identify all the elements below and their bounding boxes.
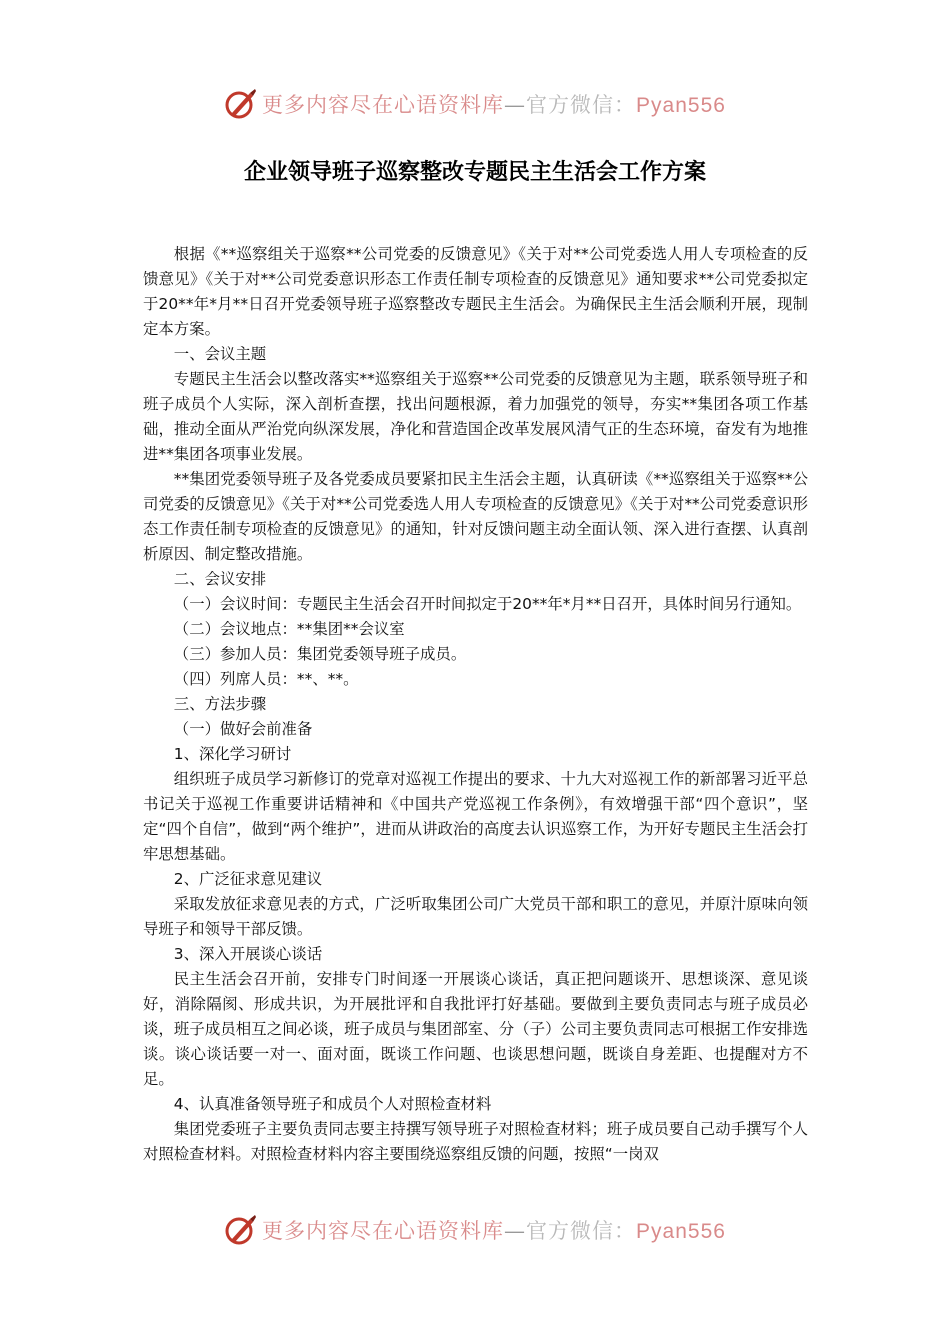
item-heading: 3、深入开展谈心谈话 <box>173 945 323 963</box>
paragraph: 民主生活会召开前，安排专门时间逐一开展谈心谈话，真正把问题谈开、思想谈深、意见谈好，消除隔阂、形成共识，为开展批评和自我批评打好基础。要做到主要负责同志与班子成员必谈，班子成员相互之间必谈，班子成员与集团部室、分（子）公司主要负责同志可根据工作安排选谈。谈心谈话要一对一、面对面，既谈工作问题、也谈思想问题，既谈自身差距、也提醒对方不足。 <box>143 970 808 1088</box>
pen-logo-icon <box>224 1213 258 1247</box>
header-banner-dash: — <box>504 93 527 117</box>
header-banner-wechat: Pyan556 <box>636 94 726 117</box>
document-body <box>143 242 808 1167</box>
paragraph: （三）参加人员：集团党委领导班子成员。 <box>173 645 467 663</box>
header-banner-middle: 官方微信： <box>526 93 637 117</box>
footer-banner-prefix: 更多内容尽在心语资料库 <box>262 1219 505 1243</box>
paragraph: （二）会议地点：**集团**会议室 <box>173 620 405 638</box>
item-heading: 2、广泛征求意见建议 <box>173 870 323 888</box>
footer-banner-middle: 官方微信： <box>526 1219 637 1243</box>
header-banner <box>0 84 950 124</box>
footer-banner-dash: — <box>504 1219 527 1243</box>
paragraph: 集团党委班子主要负责同志要主持撰写领导班子对照检查材料；班子成员要自己动手撰写个人对照检查材料。对照检查材料内容主要围绕巡察组反馈的问题，按照“一岗双 <box>143 1120 808 1163</box>
paragraph: 组织班子成员学习新修订的党章对巡视工作提出的要求、十九大对巡视工作的新部署习近平总书记关于巡视工作重要讲话精神和《中国共产党巡视工作条例》，有效增强干部“四个意识”，坚定“四个自信”，做到“两个维护”，进而从讲政治的高度去认识巡察工作，为开好专题民主生活会打牢思想基础。 <box>143 770 808 863</box>
subsection-heading: （一）做好会前准备 <box>173 720 313 738</box>
document-title: 企业领导班子巡察整改专题民主生活会工作方案 <box>243 160 706 185</box>
paragraph: **集团党委领导班子及各党委成员要紧扣民主生活会主题，认真研读《**巡察组关于巡察**公司党委的反馈意见》《关于对**公司党委选人用人专项检查的反馈意见》《关于对**公司党委意识形态工作责任制专项检查的反馈意见》的通知，针对反馈问题主动全面认领、深入进行查摆、认真剖析原因、制定整改措施。 <box>143 470 808 563</box>
paragraph: 专题民主生活会以整改落实**巡察组关于巡察**公司党委的反馈意见为主题，联系领导班子和班子成员个人实际，深入剖析查摆，找出问题根源，着力加强党的领导，夯实**集团各项工作基础，推动全面从严治党向纵深发展，净化和营造国企改革发展风清气正的生态环境，奋发有为地推进**集团各项事业发展。 <box>143 370 808 463</box>
header-banner-prefix: 更多内容尽在心语资料库 <box>262 93 505 117</box>
paragraph: （一）会议时间：专题民主生活会召开时间拟定于20**年*月**日召开，具体时间另行通知。 <box>173 595 802 613</box>
item-heading: 4、认真准备领导班子和成员个人对照检查材料 <box>173 1095 492 1113</box>
section-heading: 一、会议主题 <box>173 345 267 363</box>
header-banner-text <box>262 89 726 119</box>
section-heading: 二、会议安排 <box>173 570 267 588</box>
footer-banner-wechat: Pyan556 <box>636 1220 726 1243</box>
paragraph: （四）列席人员：**、**。 <box>173 670 359 688</box>
item-heading: 1、深化学习研讨 <box>173 745 292 763</box>
paragraph: 根据《**巡察组关于巡察**公司党委的反馈意见》《关于对**公司党委选人用人专项检查的反馈意见》《关于对**公司党委意识形态工作责任制专项检查的反馈意见》通知要求**公司党委拟定于20**年*月**日召开党委领导班子巡察整改专题民主生活会。为确保民主生活会顺利开展，现制定本方案。 <box>143 245 808 338</box>
section-heading: 三、方法步骤 <box>173 695 267 713</box>
pen-logo-icon <box>224 87 258 121</box>
paragraph: 采取发放征求意见表的方式，广泛听取集团公司广大党员干部和职工的意见，并原汁原味向领导班子和领导干部反馈。 <box>143 895 808 938</box>
footer-banner <box>0 1210 950 1250</box>
footer-banner-text <box>262 1215 726 1245</box>
